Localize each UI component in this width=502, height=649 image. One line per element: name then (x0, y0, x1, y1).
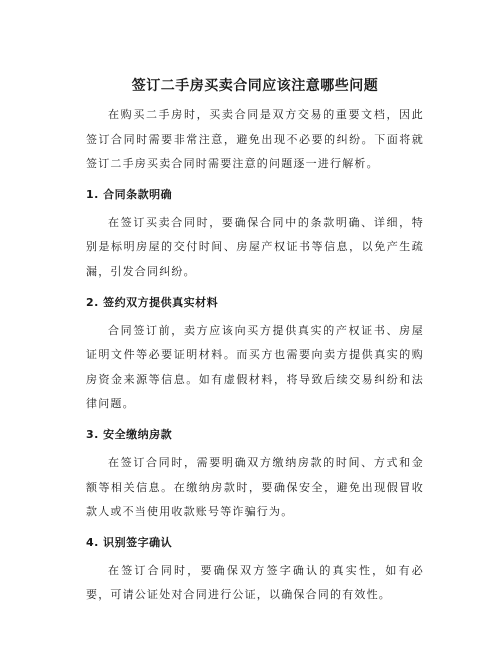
section-1 (86, 187, 424, 285)
section-body: 在签订买卖合同时，要确保合同中的条款明确、详细，特别是标明房屋的交付时间、房屋产权证书等信息，以免产生疏漏，引发合同纠纷。 (86, 215, 424, 278)
section-3 (86, 427, 424, 525)
section-body: 在签订合同时，需要明确双方缴纳房款的时间、方式和金额等相关信息。在缴纳房款时，要确保安全，避免出现假冒收款人或不当使用收款账号等诈骗行为。 (86, 455, 424, 519)
section-body: 在签订合同时，要确保双方签字确认的真实性，如有必要，可请公证处对合同进行公证，以确保合同的有效性。 (86, 563, 424, 602)
section-heading: 2. 签约双方提供真实材料 (86, 295, 219, 309)
document-title: 签订二手房买卖合同应该注意哪些问题 (131, 78, 379, 94)
section-body: 合同签订前，卖方应该向买方提供真实的产权证书、房屋证明文件等必要证明材料。而买方也需要向卖方提供真实的购房资金来源等信息。如有虚假材料，将导致后续交易纠纷和法律问题。 (86, 323, 424, 411)
intro-paragraph: 在购买二手房时，买卖合同是双方交易的重要文档，因此签订合同时需要非常注意，避免出现不必要的纠纷。下面将就签订二手房买卖合同时需要注意的问题逐一进行解析。 (86, 108, 424, 171)
section-2 (86, 295, 424, 417)
section-heading: 1. 合同条款明确 (86, 187, 173, 201)
section-4 (86, 535, 424, 608)
section-heading: 4. 识别签字确认 (86, 535, 173, 549)
section-heading: 3. 安全缴纳房款 (86, 427, 173, 441)
